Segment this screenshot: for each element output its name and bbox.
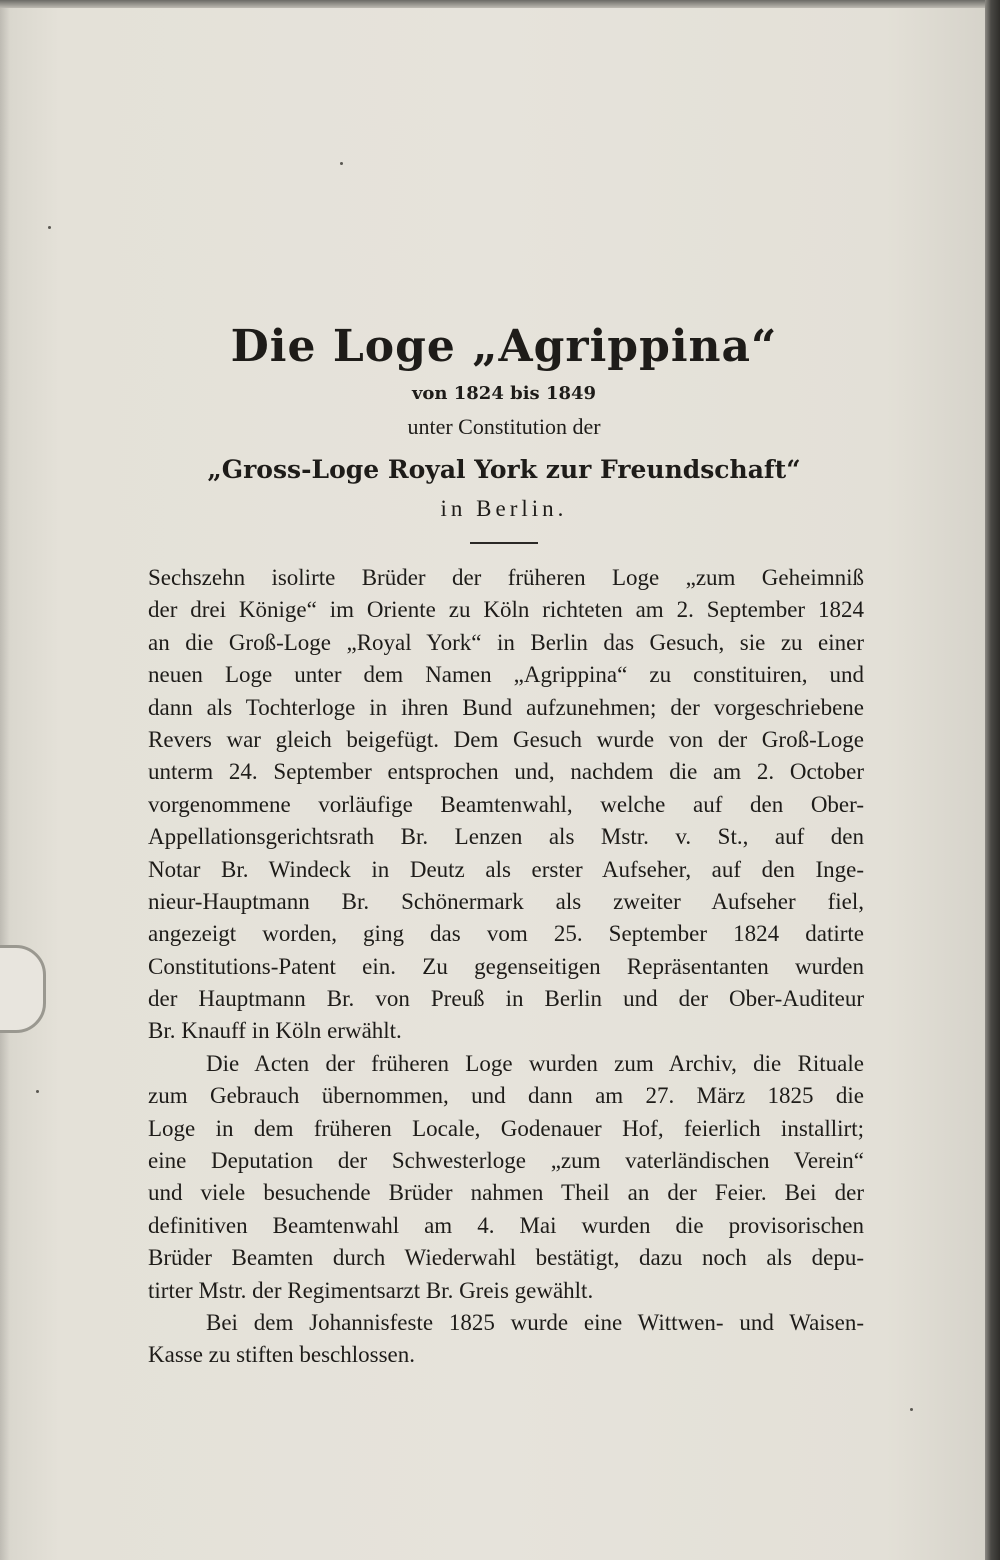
text-line: dann als Tochterloge in ihren Bund aufzunehmen; der vorgeschriebene <box>148 694 864 720</box>
text-line: der Hauptmann Br. von Preuß in Berlin und der Ober-Auditeur <box>148 986 864 1012</box>
title-divider <box>470 542 538 544</box>
text-line: tirter Mstr. der Regimentsarzt Br. Greis gewählt. <box>148 1277 594 1303</box>
text-line: Appellationsgerichtsrath Br. Lenzen als Mstr. v. St., auf den <box>148 824 864 850</box>
text-line: Bei dem Johannisfeste 1825 wurde eine Wittwen- und Waisen- <box>206 1309 864 1335</box>
chapter-constitution-line: unter Constitution der <box>407 414 601 439</box>
paragraph-2 <box>148 1048 864 1307</box>
text-line: angezeigt worden, ging das vom 25. September 1824 datirte <box>148 921 864 947</box>
paragraph-1 <box>148 562 864 1048</box>
text-line: Kasse zu stiften beschlossen. <box>148 1342 415 1368</box>
chapter-title: Die Loge „Agrippina“ <box>230 321 778 372</box>
text-line: an die Groß-Loge „Royal York“ in Berlin das Gesuch, sie zu einer <box>148 629 864 655</box>
text-line: Die Acten der früheren Loge wurden zum Archiv, die Rituale <box>206 1050 864 1076</box>
chapter-years: von 1824 bis 1849 <box>411 383 597 404</box>
text-line: vorgenommene vorläufige Beamtenwahl, welche auf den Ober- <box>148 791 864 817</box>
text-line: Loge in dem früheren Locale, Godenauer Hof, feierlich installirt; <box>148 1115 864 1141</box>
grand-lodge-name: „Gross-Loge Royal York zur Freundschaft“ <box>207 455 801 484</box>
text-line: eine Deputation der Schwesterloge „zum vaterländischen Verein“ <box>148 1148 864 1174</box>
text-line: Brüder Beamten durch Wiederwahl bestätigt, dazu noch als depu- <box>148 1245 864 1271</box>
binding-clip <box>0 945 46 1033</box>
text-line: Notar Br. Windeck in Deutz als erster Aufseher, auf den Inge- <box>148 856 864 882</box>
book-top-edge <box>0 0 1000 8</box>
text-line: Revers war gleich beigefügt. Dem Gesuch wurde von der Groß-Loge <box>148 726 864 752</box>
text-line: nieur-Hauptmann Br. Schönermark als zweiter Aufseher fiel, <box>148 888 864 914</box>
book-spine-edge <box>985 0 1000 1560</box>
text-line: definitiven Beamtenwahl am 4. Mai wurden die provisorischen <box>148 1212 864 1238</box>
body-text <box>148 562 864 1372</box>
text-line: Sechszehn isolirte Brüder der früheren Loge „zum Geheimniß <box>148 565 864 590</box>
text-line: unterm 24. September entsprochen und, nachdem die am 2. October <box>148 759 864 785</box>
title-block <box>150 320 858 544</box>
text-line: neuen Loge unter dem Namen „Agrippina“ zu constituiren, und <box>148 662 864 688</box>
text-line: und viele besuchende Brüder nahmen Theil an der Feier. Bei der <box>148 1180 864 1206</box>
city-line: in Berlin. <box>440 496 568 521</box>
paragraph-3 <box>148 1307 864 1372</box>
text-line: Br. Knauff in Köln erwählt. <box>148 1018 402 1044</box>
text-line: der drei Könige“ im Oriente zu Köln richteten am 2. September 1824 <box>148 597 864 623</box>
page-gutter-shadow <box>0 0 10 1560</box>
text-line: Constitutions-Patent ein. Zu gegenseitigen Repräsentanten wurden <box>148 953 864 979</box>
text-line: zum Gebrauch übernommen, und dann am 27. März 1825 die <box>148 1083 864 1109</box>
